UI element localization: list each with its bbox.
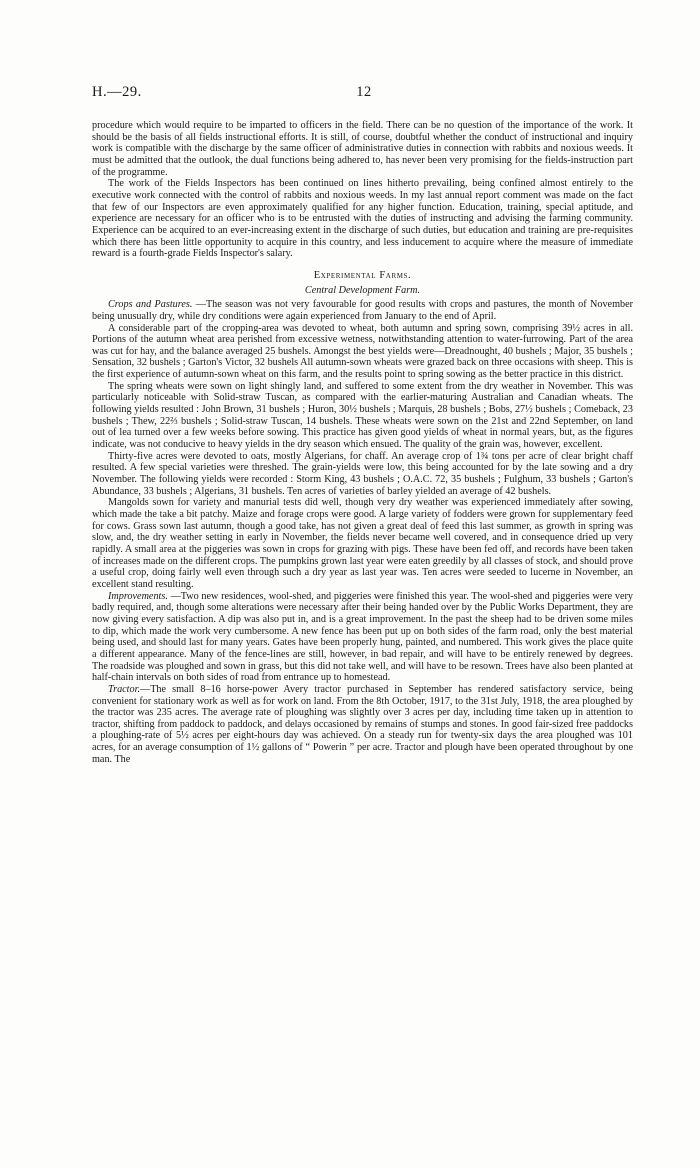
section-heading: Experimental Farms. [313, 269, 412, 281]
paragraph: The spring wheats were sown on light shingly land, and suffered to some extent from the dry weather in November. This was particularly noticeable with Solid-straw Tuscan, as compared with the earlier-maturing Australian and Canadian wheats. The following yields resulted : John Brown, 31 bushels ; Huron, 30½ bushels ; Marquis, 28 bushels ; Bobs, 27½ bushels ; Comeback, 23 bushels ; Thew, 22⅔ bushels ; Solid-straw Tuscan, 14 bushels. These wheats were sown on the 21st and 22nd September, on land out of lea turned over a few weeks before sowing. This practice has given good yields of wheat in normal years, but, as the figures indicate, was not conducive to heavy yields in the dry season which ensued. The quality of the grain was, however, excellent. [92, 380, 633, 451]
document-body [92, 120, 633, 765]
paragraph-tractor [92, 684, 633, 766]
runin-heading: Improvements. [108, 590, 168, 602]
runin-heading: Crops and Pastures. [108, 299, 193, 311]
paragraph-text: —The season was not very favourable for good results with crops and pastures, the month of November being unusually dry, while dry conditions were again experienced from January to the end of April. [92, 299, 634, 322]
runin-heading: Tractor. [108, 683, 140, 695]
document-reference: H.—29. [92, 84, 142, 100]
page-header [92, 84, 636, 104]
paragraph: Thirty-five acres were devoted to oats, mostly Algerians, for chaff. An average crop of 1¾ tons per acre of clear bright chaff resulted. A few special varieties were threshed. The grain-yields were low, this being accounted for by the late sowing and a dry November. The following yields were recorded : Storm King, 43 bushels ; O.A.C. 72, 35 bushels ; Fulghum, 33 bushels ; Garton's Abundance, 33 bushels ; Algerians, 31 bushels. Ten acres of varieties of barley yielded an average of 42 bushels. [92, 450, 633, 497]
paragraph: procedure which would require to be imparted to officers in the field. There can be no question of the importance of the work. It should be the basis of all fields instructional efforts. It is still, of course, doubtful whether the conduct of instructional and inquiry work is compatible with the discharge by the same officer of administrative duties in connection with rabbits and noxious weeds. It must be admitted that the outlook, the dual functions being adhered to, has never been very promising for the fields-instruction part of the programme. [92, 120, 633, 178]
paragraph-improvements [92, 591, 633, 684]
paragraph: The work of the Fields Inspectors has been continued on lines hitherto prevailing, being confined almost entirely to the executive work connected with the control of rabbits and noxious weeds. In my last annual report comment was made on the fact that few of our Inspectors are even approximately qualified for any higher function. Education, training, special aptitude, and experience are necessary for an officer who is to be entrusted with the duties of instructing and advising the farming community. Experience can be acquired to an ever-increasing extent in the discharge of such duties, but education and training are pre-requisites which there has been little opportunity to acquire in this country, and less inducement to acquire where the measure of immediate reward is a fourth-grade Fields Inspector's salary. [92, 178, 633, 260]
paragraph: Mangolds sown for variety and manurial tests did well, though very dry weather was experienced immediately after sowing, which made the take a bit patchy. Maize and forage crops were good. A large variety of fodders were grown for supplementary feed for cows. Grass sown last autumn, though a good take, has not given a great deal of feed this last summer, as growth in spring was slow, and, the dry weather setting in early in November, the fields never became well covered, and in consequence dried up very rapidly. A small area at the piggeries was sown in crops for grazing with pigs. These have been fed off, and records have been taken of increases made on the different crops. The pumpkins grown last year were eaten greedily by all classes of stock, and should prove a useful crop, doing fairly well even through such a dry year as last year was. Ten acres were seeded to lucerne in November, an excellent stand resulting. [92, 497, 633, 590]
paragraph-text: —Two new residences, wool-shed, and piggeries were finished this year. The wool-shed and piggeries were very badly required, and, though some alterations were necessary after their being handed over by the Public Works Department, they are now giving every satisfaction. A dip was also put in, and is a great improvement. In the past the sheep had to be driven some miles to dip, which made the work very cumbersome. A new fence has been put up on both sides of the farm road, only the best material being used, and should last for many years. Gates have been properly hung, painted, and numbered. This work gives the place quite a different appearance. Many of the fence-lines are still, however, in bad repair, and will have to be entirely renewed by degrees. The roadside was ploughed and sown in grass, but this did not take well, and will have to be resown. Trees have also been planted at half-chain intervals on both sides of road from entrance up to homestead. [92, 590, 633, 684]
paragraph-text: —The small 8–16 horse-power Avery tractor purchased in September has rendered satisfactory service, being convenient for stationary work as well as for work on land. From the 8th October, 1917, to the 31st July, 1918, the area ploughed by the tractor was 235 acres. The average rate of ploughing was slightly over 3 acres per day, including time taken up in attention to tractor, shifting from paddock to paddock, and delays occasioned by remains of stumps and stones. In good fair-sized free paddocks a ploughing-rate of 5½ acres per eight-hours day was achieved. On a steady run for twenty-six days the area ploughed was 101 acres, for an average consumption of 1½ gallons of “ Powerin ” per acre. Tractor and plough have been operated throughout by one man. The [92, 683, 633, 765]
section-subheading: Central Development Farm. [304, 284, 421, 296]
page-number: 12 [356, 84, 372, 100]
paragraph: A considerable part of the cropping-area was devoted to wheat, both autumn and spring sown, comprising 39½ acres in all. Portions of the autumn wheat area perished from excessive wetness, notwithstanding attention to water-furrowing. Part of the area was cut for hay, and the balance averaged 25 bushels. Amongst the best yields were—Dreadnought, 40 bushels ; Major, 35 bushels ; Sensation, 32 bushels ; Garton's Victor, 32 bushels All autumn-sown wheats were grazed back on three occasions with sheep. This is the first experience of autumn-sown wheat on this farm, and the results point to spring sowing as the better practice in this district. [92, 322, 633, 381]
paragraph-crops [92, 299, 633, 322]
